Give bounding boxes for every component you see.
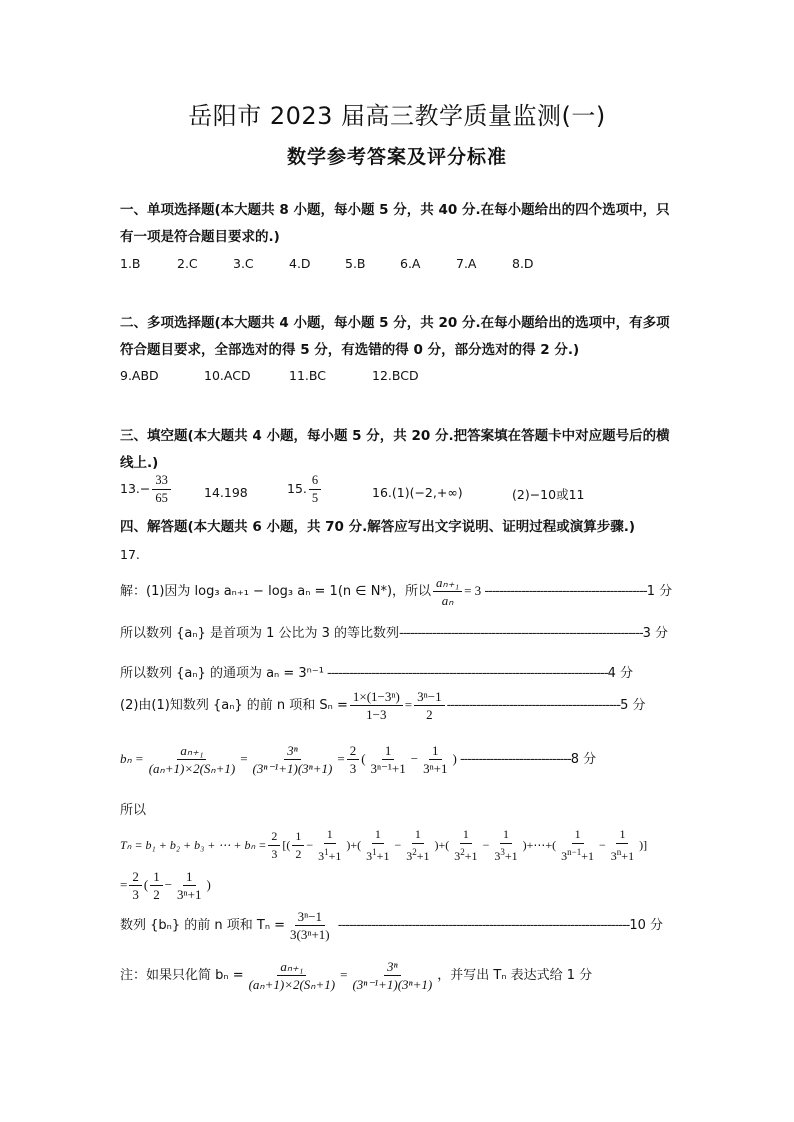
- score-4: 4 分: [607, 666, 633, 681]
- answer-7: 7.A: [456, 256, 477, 271]
- answer-5: 5.B: [345, 256, 366, 271]
- answer-13: 13.− $\frac{33}{65}$: [120, 472, 173, 507]
- score-8: 8 分: [570, 752, 597, 767]
- answer-11: 11.BC: [289, 368, 326, 383]
- answer-16-part2: (2)−10或11: [512, 487, 585, 502]
- answer-3: 3.C: [233, 256, 254, 271]
- page-subtitle: 数学参考答案及评分标准: [286, 146, 507, 168]
- solution-step-4: (2)由(1)知数列 {aₙ} 的前 n 项和 Sₙ = $\frac{\text{1×(1−3ⁿ)}}{1-3}$ = $\frac{\text{3ⁿ−1}}{2}$ -----------------------------------------------5 分: [120, 689, 646, 722]
- section1-heading-line1: 一、单项选择题(本大题共 8 小题，每小题 5 分，共 40 分.在每小题给出的四个选项中，只: [120, 202, 670, 218]
- so-label: 所以: [120, 803, 147, 818]
- answer-2: 2.C: [177, 256, 198, 271]
- score-3: 3 分: [642, 626, 669, 641]
- section2-heading-line1: 二、多项选择题(本大题共 4 小题，每小题 5 分，共 20 分.在每小题给出的选项中，有多项: [120, 315, 670, 331]
- section1-heading-line2: 有一项是符合题目要求的.): [120, 229, 280, 245]
- section3-heading-line1: 三、填空题(本大题共 4 小题，每小题 5 分，共 20 分.把答案填在答题卡中对应题号后的横: [120, 428, 670, 444]
- answer-16-part1: 16.(1)(−2,+∞): [372, 485, 463, 500]
- answer-15-numerator: 6: [309, 472, 321, 490]
- answer-4: 4.D: [289, 256, 311, 271]
- solution-step-1: 解：(1)因为 log₃ aₙ₊₁ − log₃ aₙ = 1(n ∈ N*)，所以 $\frac{\text{aₙ₊₁}}{\text{aₙ}}$ = 3 --------------------------------------------1 分: [120, 575, 673, 608]
- score-5: 5 分: [620, 698, 646, 713]
- solution-step-6: 数列 {bₙ} 的前 n 项和 Tₙ = $\frac{\text{3ⁿ−1}}{\text{3(3ⁿ+1)}}$ -------------------------------------------------------------------------------10 分: [120, 909, 664, 942]
- answer-14: 14.198: [204, 485, 248, 500]
- tn-simplified: = $\frac{2}{3}$ ( $\frac{1}{2}$ − $\frac{1}{\text{3ⁿ+1}}$ ): [120, 869, 211, 902]
- answer-15-denominator: 5: [311, 491, 319, 505]
- section2-heading-line2: 符合题目要求，全部选对的得 5 分，有选错的得 0 分，部分选对的得 2 分.): [120, 342, 580, 358]
- answer-6: 6.A: [400, 256, 421, 271]
- answer-8: 8.D: [512, 256, 534, 271]
- solution-step-3: 所以数列 {aₙ} 的通项为 aₙ = 3ⁿ⁻¹ ----------------------------------------------------------------------------4 分: [120, 666, 633, 681]
- score-10: 10 分: [629, 918, 664, 933]
- section4-heading: 四、解答题(本大题共 6 小题，共 70 分.解答应写出文字说明、证明过程或演算步骤.): [120, 519, 636, 535]
- grading-note: 注：如果只化简 bₙ = $\frac{\text{aₙ₊₁}}{\text{(aₙ+1)×2(Sₙ+1)}}$ = $\frac{\text{3ⁿ}}{\text{(3ⁿ⁻¹+1)(3ⁿ+1)}}$ ，并写出 Tₙ 表达式给 1 分: [120, 959, 593, 992]
- answer-12: 12.BCD: [372, 368, 419, 383]
- answer-1: 1.B: [120, 256, 141, 271]
- answer-10: 10.ACD: [204, 368, 251, 383]
- section3-heading-line2: 线上.): [120, 455, 159, 471]
- answer-9: 9.ABD: [120, 368, 159, 383]
- score-1: 1 分: [646, 584, 673, 599]
- page-title: 岳阳市 2023 届高三教学质量监测(一): [188, 102, 606, 130]
- tn-expansion: Tₙ = b₁ + b₂ + b₃ + ⋯ + bₙ = $\frac{2}{3}$ [( $\frac{1}{2}$ − $\frac{1}{3^1+1}$ )+( $\frac{1}{3^1+1}$ − $\frac{1}{3^2+1}$ )+( $\frac{1}{3^2+1}$ − $\frac{1}{3^3+1}$ )+⋯+( $\frac{1}{3^{n-1}+1}$ − $\frac{1}{3^n+1}$ )]: [120, 827, 648, 863]
- solution-step-2: 所以数列 {aₙ} 是首项为 1 公比为 3 的等比数列------------------------------------------------------------------3 分: [120, 626, 669, 641]
- answer-15: 15. $\frac{6}{5}$: [287, 472, 323, 507]
- answer-13-numerator: 33: [152, 472, 171, 490]
- solution-step-5: bₙ = $\frac{\text{aₙ₊₁}}{\text{(aₙ+1)×2(Sₙ+1)}}$ = $\frac{\text{3ⁿ}}{\text{(3ⁿ⁻¹+1)(3ⁿ+1)}}$ = $\frac{2}{3}$ ( $\frac{1}{\text{3ⁿ⁻¹+1}}$ − $\frac{1}{\text{3ⁿ+1}}$ ) ------------------------------8 分: [120, 743, 597, 776]
- answer-13-denominator: 65: [155, 491, 168, 505]
- question-17-label: 17.: [120, 547, 140, 562]
